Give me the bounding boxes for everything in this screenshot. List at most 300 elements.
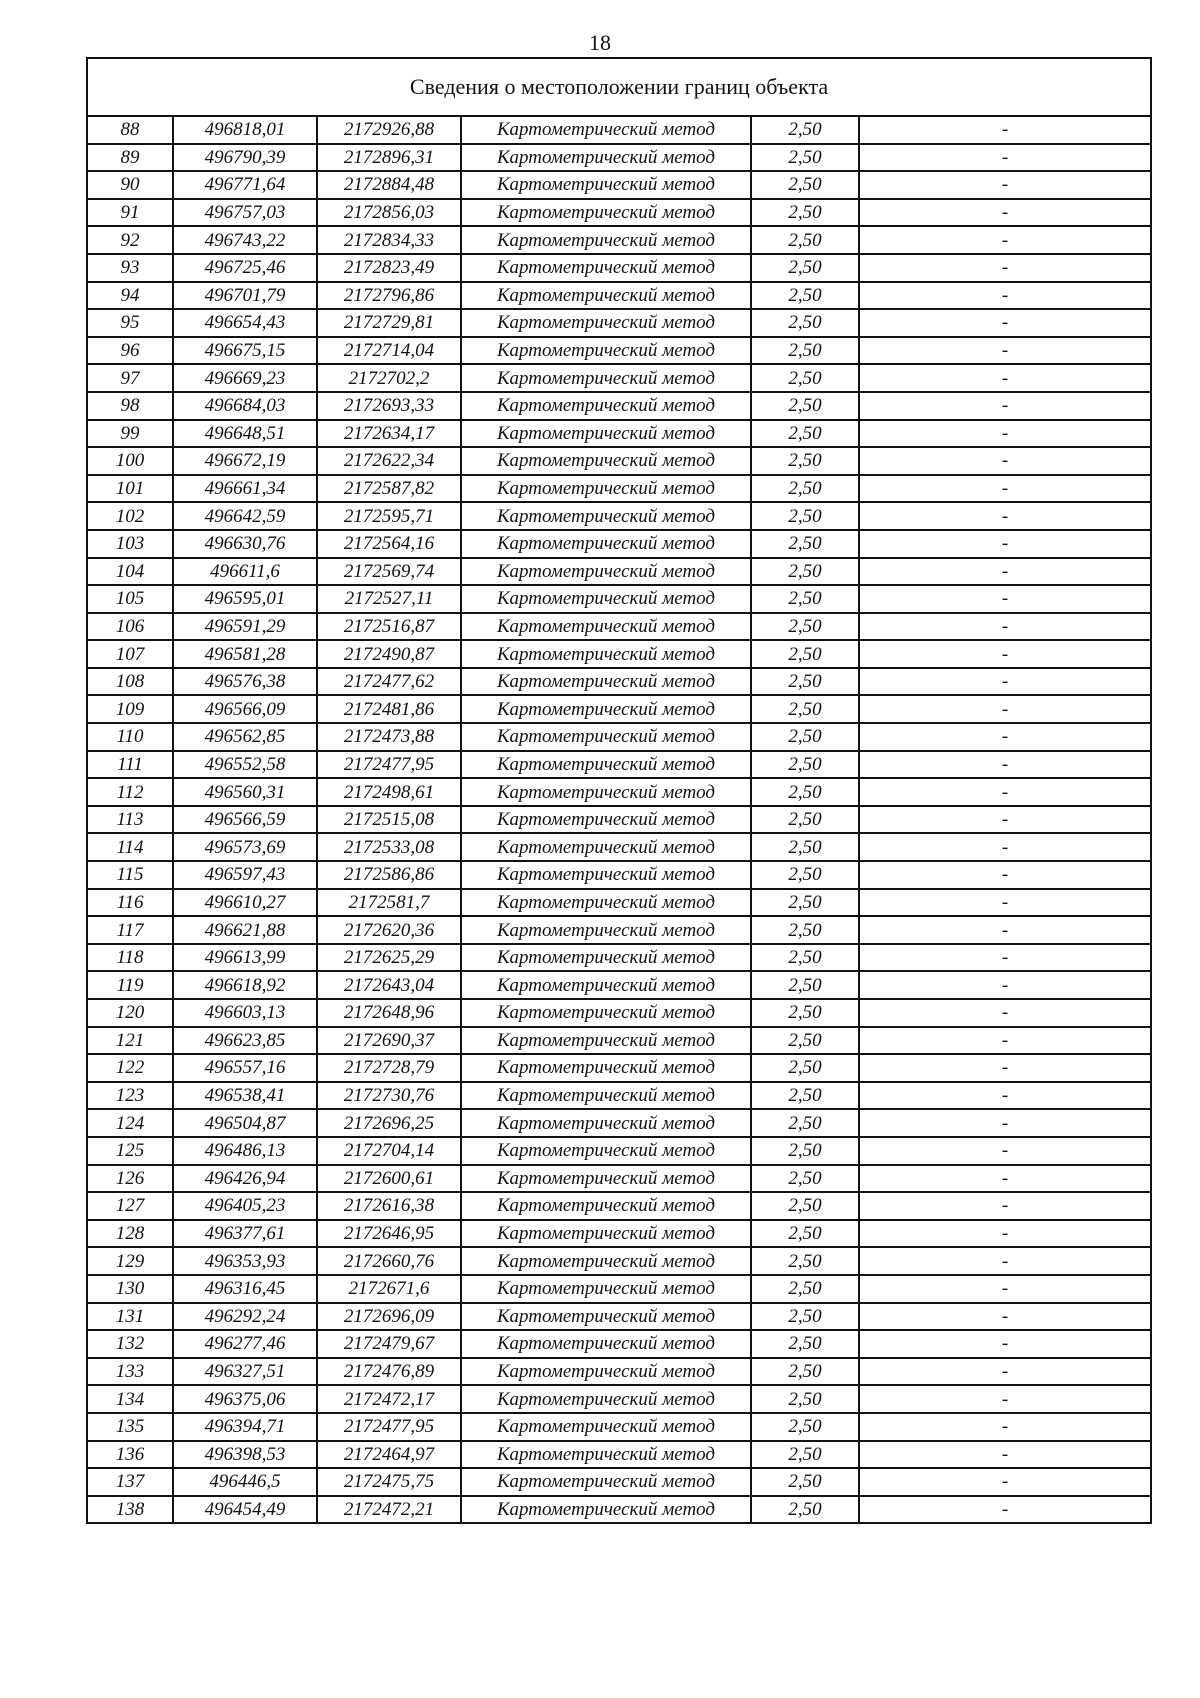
y-coordinate-cell: 2172569,74	[317, 558, 461, 586]
x-coordinate-cell: 496771,64	[173, 171, 317, 199]
table-row	[87, 1385, 1151, 1413]
point-number-cell: 130	[87, 1275, 173, 1303]
x-coordinate-cell: 496375,06	[173, 1385, 317, 1413]
precision-cell: 2,50	[751, 1275, 859, 1303]
description-cell: -	[859, 778, 1151, 806]
method-cell: Картометрический метод	[461, 1027, 751, 1055]
point-number-cell: 134	[87, 1385, 173, 1413]
x-coordinate-cell: 496292,24	[173, 1303, 317, 1331]
y-coordinate-cell: 2172714,04	[317, 337, 461, 365]
table-row	[87, 806, 1151, 834]
method-cell: Картометрический метод	[461, 558, 751, 586]
table-row	[87, 1247, 1151, 1275]
x-coordinate-cell: 496353,93	[173, 1247, 317, 1275]
precision-cell: 2,50	[751, 1220, 859, 1248]
x-coordinate-cell: 496454,49	[173, 1496, 317, 1524]
table-row	[87, 475, 1151, 503]
y-coordinate-cell: 2172527,11	[317, 585, 461, 613]
table-row	[87, 1220, 1151, 1248]
method-cell: Картометрический метод	[461, 1109, 751, 1137]
method-cell: Картометрический метод	[461, 364, 751, 392]
table-row	[87, 861, 1151, 889]
table-row	[87, 226, 1151, 254]
y-coordinate-cell: 2172646,95	[317, 1220, 461, 1248]
x-coordinate-cell: 496327,51	[173, 1358, 317, 1386]
precision-cell: 2,50	[751, 1441, 859, 1469]
precision-cell: 2,50	[751, 392, 859, 420]
y-coordinate-cell: 2172702,2	[317, 364, 461, 392]
point-number-cell: 125	[87, 1137, 173, 1165]
x-coordinate-cell: 496573,69	[173, 833, 317, 861]
x-coordinate-cell: 496591,29	[173, 613, 317, 641]
y-coordinate-cell: 2172690,37	[317, 1027, 461, 1055]
table-body	[87, 116, 1151, 1523]
description-cell: -	[859, 695, 1151, 723]
x-coordinate-cell: 496790,39	[173, 144, 317, 172]
method-cell: Картометрический метод	[461, 1220, 751, 1248]
description-cell: -	[859, 1358, 1151, 1386]
y-coordinate-cell: 2172622,34	[317, 447, 461, 475]
precision-cell: 2,50	[751, 833, 859, 861]
point-number-cell: 136	[87, 1441, 173, 1469]
y-coordinate-cell: 2172823,49	[317, 254, 461, 282]
method-cell: Картометрический метод	[461, 833, 751, 861]
description-cell: -	[859, 530, 1151, 558]
table-row	[87, 1137, 1151, 1165]
y-coordinate-cell: 2172643,04	[317, 971, 461, 999]
point-number-cell: 97	[87, 364, 173, 392]
y-coordinate-cell: 2172581,7	[317, 889, 461, 917]
x-coordinate-cell: 496642,59	[173, 502, 317, 530]
method-cell: Картометрический метод	[461, 1496, 751, 1524]
precision-cell: 2,50	[751, 364, 859, 392]
description-cell: -	[859, 1137, 1151, 1165]
precision-cell: 2,50	[751, 1027, 859, 1055]
x-coordinate-cell: 496595,01	[173, 585, 317, 613]
table-row	[87, 171, 1151, 199]
point-number-cell: 106	[87, 613, 173, 641]
point-number-cell: 104	[87, 558, 173, 586]
table-row	[87, 833, 1151, 861]
point-number-cell: 101	[87, 475, 173, 503]
point-number-cell: 117	[87, 916, 173, 944]
table-row	[87, 999, 1151, 1027]
table-row	[87, 1054, 1151, 1082]
description-cell: -	[859, 971, 1151, 999]
precision-cell: 2,50	[751, 447, 859, 475]
y-coordinate-cell: 2172479,67	[317, 1330, 461, 1358]
x-coordinate-cell: 496757,03	[173, 199, 317, 227]
method-cell: Картометрический метод	[461, 944, 751, 972]
x-coordinate-cell: 496648,51	[173, 420, 317, 448]
y-coordinate-cell: 2172648,96	[317, 999, 461, 1027]
y-coordinate-cell: 2172515,08	[317, 806, 461, 834]
y-coordinate-cell: 2172472,17	[317, 1385, 461, 1413]
description-cell: -	[859, 199, 1151, 227]
description-cell: -	[859, 640, 1151, 668]
point-number-cell: 89	[87, 144, 173, 172]
table-row	[87, 337, 1151, 365]
table-row	[87, 1027, 1151, 1055]
y-coordinate-cell: 2172616,38	[317, 1192, 461, 1220]
description-cell: -	[859, 889, 1151, 917]
method-cell: Картометрический метод	[461, 530, 751, 558]
y-coordinate-cell: 2172498,61	[317, 778, 461, 806]
method-cell: Картометрический метод	[461, 392, 751, 420]
description-cell: -	[859, 613, 1151, 641]
table-row	[87, 364, 1151, 392]
description-cell: -	[859, 1247, 1151, 1275]
method-cell: Картометрический метод	[461, 695, 751, 723]
x-coordinate-cell: 496277,46	[173, 1330, 317, 1358]
point-number-cell: 102	[87, 502, 173, 530]
precision-cell: 2,50	[751, 751, 859, 779]
y-coordinate-cell: 2172481,86	[317, 695, 461, 723]
point-number-cell: 98	[87, 392, 173, 420]
description-cell: -	[859, 144, 1151, 172]
y-coordinate-cell: 2172926,88	[317, 116, 461, 144]
precision-cell: 2,50	[751, 337, 859, 365]
point-number-cell: 131	[87, 1303, 173, 1331]
method-cell: Картометрический метод	[461, 1413, 751, 1441]
point-number-cell: 112	[87, 778, 173, 806]
point-number-cell: 135	[87, 1413, 173, 1441]
table-row	[87, 1358, 1151, 1386]
method-cell: Картометрический метод	[461, 751, 751, 779]
description-cell: -	[859, 585, 1151, 613]
method-cell: Картометрический метод	[461, 447, 751, 475]
precision-cell: 2,50	[751, 1303, 859, 1331]
description-cell: -	[859, 1027, 1151, 1055]
x-coordinate-cell: 496675,15	[173, 337, 317, 365]
description-cell: -	[859, 171, 1151, 199]
x-coordinate-cell: 496597,43	[173, 861, 317, 889]
precision-cell: 2,50	[751, 613, 859, 641]
y-coordinate-cell: 2172472,21	[317, 1496, 461, 1524]
method-cell: Картометрический метод	[461, 171, 751, 199]
table-row	[87, 723, 1151, 751]
table-row	[87, 1413, 1151, 1441]
precision-cell: 2,50	[751, 1496, 859, 1524]
method-cell: Картометрический метод	[461, 309, 751, 337]
description-cell: -	[859, 1082, 1151, 1110]
x-coordinate-cell: 496504,87	[173, 1109, 317, 1137]
table-row	[87, 640, 1151, 668]
y-coordinate-cell: 2172477,95	[317, 1413, 461, 1441]
description-cell: -	[859, 999, 1151, 1027]
y-coordinate-cell: 2172896,31	[317, 144, 461, 172]
point-number-cell: 109	[87, 695, 173, 723]
x-coordinate-cell: 496621,88	[173, 916, 317, 944]
x-coordinate-cell: 496446,5	[173, 1468, 317, 1496]
point-number-cell: 138	[87, 1496, 173, 1524]
x-coordinate-cell: 496552,58	[173, 751, 317, 779]
y-coordinate-cell: 2172671,6	[317, 1275, 461, 1303]
point-number-cell: 123	[87, 1082, 173, 1110]
description-cell: -	[859, 1054, 1151, 1082]
x-coordinate-cell: 496672,19	[173, 447, 317, 475]
table-row	[87, 971, 1151, 999]
y-coordinate-cell: 2172477,95	[317, 751, 461, 779]
x-coordinate-cell: 496486,13	[173, 1137, 317, 1165]
y-coordinate-cell: 2172796,86	[317, 282, 461, 310]
table-row	[87, 916, 1151, 944]
x-coordinate-cell: 496576,38	[173, 668, 317, 696]
description-cell: -	[859, 916, 1151, 944]
x-coordinate-cell: 496566,59	[173, 806, 317, 834]
precision-cell: 2,50	[751, 475, 859, 503]
point-number-cell: 103	[87, 530, 173, 558]
description-cell: -	[859, 420, 1151, 448]
precision-cell: 2,50	[751, 585, 859, 613]
description-cell: -	[859, 1109, 1151, 1137]
y-coordinate-cell: 2172634,17	[317, 420, 461, 448]
description-cell: -	[859, 861, 1151, 889]
x-coordinate-cell: 496684,03	[173, 392, 317, 420]
precision-cell: 2,50	[751, 1330, 859, 1358]
description-cell: -	[859, 668, 1151, 696]
y-coordinate-cell: 2172620,36	[317, 916, 461, 944]
x-coordinate-cell: 496618,92	[173, 971, 317, 999]
method-cell: Картометрический метод	[461, 613, 751, 641]
precision-cell: 2,50	[751, 502, 859, 530]
y-coordinate-cell: 2172856,03	[317, 199, 461, 227]
x-coordinate-cell: 496623,85	[173, 1027, 317, 1055]
description-cell: -	[859, 1165, 1151, 1193]
precision-cell: 2,50	[751, 999, 859, 1027]
x-coordinate-cell: 496377,61	[173, 1220, 317, 1248]
method-cell: Картометрический метод	[461, 1385, 751, 1413]
point-number-cell: 111	[87, 751, 173, 779]
point-number-cell: 105	[87, 585, 173, 613]
description-cell: -	[859, 1468, 1151, 1496]
precision-cell: 2,50	[751, 1137, 859, 1165]
y-coordinate-cell: 2172660,76	[317, 1247, 461, 1275]
table-row	[87, 254, 1151, 282]
description-cell: -	[859, 502, 1151, 530]
point-number-cell: 121	[87, 1027, 173, 1055]
x-coordinate-cell: 496661,34	[173, 475, 317, 503]
point-number-cell: 94	[87, 282, 173, 310]
method-cell: Картометрический метод	[461, 226, 751, 254]
table-row	[87, 420, 1151, 448]
description-cell: -	[859, 392, 1151, 420]
y-coordinate-cell: 2172730,76	[317, 1082, 461, 1110]
precision-cell: 2,50	[751, 861, 859, 889]
y-coordinate-cell: 2172477,62	[317, 668, 461, 696]
precision-cell: 2,50	[751, 171, 859, 199]
y-coordinate-cell: 2172473,88	[317, 723, 461, 751]
method-cell: Картометрический метод	[461, 144, 751, 172]
x-coordinate-cell: 496562,85	[173, 723, 317, 751]
table-row	[87, 889, 1151, 917]
method-cell: Картометрический метод	[461, 1165, 751, 1193]
y-coordinate-cell: 2172476,89	[317, 1358, 461, 1386]
table-row	[87, 668, 1151, 696]
method-cell: Картометрический метод	[461, 640, 751, 668]
point-number-cell: 129	[87, 1247, 173, 1275]
precision-cell: 2,50	[751, 1054, 859, 1082]
point-number-cell: 92	[87, 226, 173, 254]
point-number-cell: 137	[87, 1468, 173, 1496]
y-coordinate-cell: 2172600,61	[317, 1165, 461, 1193]
x-coordinate-cell: 496557,16	[173, 1054, 317, 1082]
precision-cell: 2,50	[751, 309, 859, 337]
table-row	[87, 1496, 1151, 1524]
point-number-cell: 100	[87, 447, 173, 475]
x-coordinate-cell: 496701,79	[173, 282, 317, 310]
table-row	[87, 392, 1151, 420]
point-number-cell: 118	[87, 944, 173, 972]
table-row	[87, 1192, 1151, 1220]
table-row	[87, 1441, 1151, 1469]
table-row	[87, 1082, 1151, 1110]
method-cell: Картометрический метод	[461, 1441, 751, 1469]
description-cell: -	[859, 558, 1151, 586]
precision-cell: 2,50	[751, 916, 859, 944]
x-coordinate-cell: 496669,23	[173, 364, 317, 392]
table-row	[87, 695, 1151, 723]
description-cell: -	[859, 833, 1151, 861]
table-row	[87, 558, 1151, 586]
precision-cell: 2,50	[751, 282, 859, 310]
x-coordinate-cell: 496611,6	[173, 558, 317, 586]
method-cell: Картометрический метод	[461, 668, 751, 696]
x-coordinate-cell: 496743,22	[173, 226, 317, 254]
point-number-cell: 128	[87, 1220, 173, 1248]
x-coordinate-cell: 496316,45	[173, 1275, 317, 1303]
precision-cell: 2,50	[751, 1247, 859, 1275]
method-cell: Картометрический метод	[461, 1303, 751, 1331]
precision-cell: 2,50	[751, 668, 859, 696]
y-coordinate-cell: 2172704,14	[317, 1137, 461, 1165]
precision-cell: 2,50	[751, 420, 859, 448]
precision-cell: 2,50	[751, 889, 859, 917]
precision-cell: 2,50	[751, 1109, 859, 1137]
method-cell: Картометрический метод	[461, 254, 751, 282]
table-row	[87, 1468, 1151, 1496]
point-number-cell: 126	[87, 1165, 173, 1193]
point-number-cell: 96	[87, 337, 173, 365]
method-cell: Картометрический метод	[461, 1137, 751, 1165]
method-cell: Картометрический метод	[461, 1247, 751, 1275]
precision-cell: 2,50	[751, 226, 859, 254]
table-row	[87, 751, 1151, 779]
y-coordinate-cell: 2172729,81	[317, 309, 461, 337]
y-coordinate-cell: 2172464,97	[317, 1441, 461, 1469]
point-number-cell: 132	[87, 1330, 173, 1358]
method-cell: Картометрический метод	[461, 337, 751, 365]
point-number-cell: 119	[87, 971, 173, 999]
x-coordinate-cell: 496405,23	[173, 1192, 317, 1220]
table-row	[87, 1275, 1151, 1303]
method-cell: Картометрический метод	[461, 723, 751, 751]
precision-cell: 2,50	[751, 944, 859, 972]
precision-cell: 2,50	[751, 199, 859, 227]
table-row	[87, 530, 1151, 558]
y-coordinate-cell: 2172728,79	[317, 1054, 461, 1082]
method-cell: Картометрический метод	[461, 1330, 751, 1358]
description-cell: -	[859, 1385, 1151, 1413]
x-coordinate-cell: 496630,76	[173, 530, 317, 558]
method-cell: Картометрический метод	[461, 199, 751, 227]
y-coordinate-cell: 2172884,48	[317, 171, 461, 199]
x-coordinate-cell: 496538,41	[173, 1082, 317, 1110]
precision-cell: 2,50	[751, 806, 859, 834]
point-number-cell: 133	[87, 1358, 173, 1386]
y-coordinate-cell: 2172693,33	[317, 392, 461, 420]
method-cell: Картометрический метод	[461, 420, 751, 448]
table-row	[87, 309, 1151, 337]
description-cell: -	[859, 1275, 1151, 1303]
description-cell: -	[859, 282, 1151, 310]
point-number-cell: 108	[87, 668, 173, 696]
x-coordinate-cell: 496613,99	[173, 944, 317, 972]
description-cell: -	[859, 364, 1151, 392]
description-cell: -	[859, 723, 1151, 751]
table-row	[87, 585, 1151, 613]
x-coordinate-cell: 496818,01	[173, 116, 317, 144]
method-cell: Картометрический метод	[461, 502, 751, 530]
precision-cell: 2,50	[751, 1082, 859, 1110]
table-row	[87, 502, 1151, 530]
description-cell: -	[859, 1303, 1151, 1331]
method-cell: Картометрический метод	[461, 282, 751, 310]
description-cell: -	[859, 475, 1151, 503]
x-coordinate-cell: 496394,71	[173, 1413, 317, 1441]
precision-cell: 2,50	[751, 1165, 859, 1193]
y-coordinate-cell: 2172516,87	[317, 613, 461, 641]
method-cell: Картометрический метод	[461, 475, 751, 503]
precision-cell: 2,50	[751, 640, 859, 668]
precision-cell: 2,50	[751, 1413, 859, 1441]
x-coordinate-cell: 496426,94	[173, 1165, 317, 1193]
table-row	[87, 282, 1151, 310]
precision-cell: 2,50	[751, 971, 859, 999]
method-cell: Картометрический метод	[461, 861, 751, 889]
method-cell: Картометрический метод	[461, 1358, 751, 1386]
description-cell: -	[859, 1496, 1151, 1524]
y-coordinate-cell: 2172490,87	[317, 640, 461, 668]
method-cell: Картометрический метод	[461, 1054, 751, 1082]
method-cell: Картометрический метод	[461, 889, 751, 917]
precision-cell: 2,50	[751, 1192, 859, 1220]
description-cell: -	[859, 309, 1151, 337]
precision-cell: 2,50	[751, 778, 859, 806]
description-cell: -	[859, 751, 1151, 779]
point-number-cell: 91	[87, 199, 173, 227]
description-cell: -	[859, 337, 1151, 365]
method-cell: Картометрический метод	[461, 1082, 751, 1110]
x-coordinate-cell: 496566,09	[173, 695, 317, 723]
table-row	[87, 613, 1151, 641]
description-cell: -	[859, 447, 1151, 475]
description-cell: -	[859, 806, 1151, 834]
boundary-coordinates-table	[86, 57, 1152, 1524]
description-cell: -	[859, 116, 1151, 144]
table-row	[87, 199, 1151, 227]
description-cell: -	[859, 1330, 1151, 1358]
x-coordinate-cell: 496654,43	[173, 309, 317, 337]
description-cell: -	[859, 1192, 1151, 1220]
point-number-cell: 99	[87, 420, 173, 448]
point-number-cell: 107	[87, 640, 173, 668]
y-coordinate-cell: 2172475,75	[317, 1468, 461, 1496]
precision-cell: 2,50	[751, 1358, 859, 1386]
method-cell: Картометрический метод	[461, 1275, 751, 1303]
table-title: Сведения о местоположении границ объекта	[87, 58, 1151, 116]
table-row	[87, 1109, 1151, 1137]
